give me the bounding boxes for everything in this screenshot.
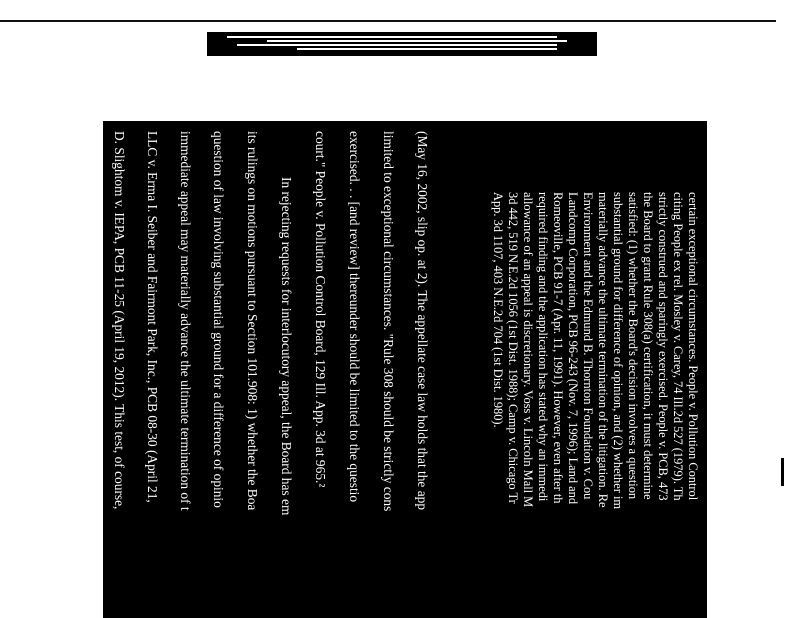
text-line: LLC v. Erma I. Seiber and Fairmont Park, Inc., PCB 08-30 (April 21,	[145, 131, 160, 503]
text-line: strictly construed and sparingly exercised. People v. PCB, 473	[656, 192, 670, 501]
text-line: immediate appeal may materially advance the ultimate termination of t	[178, 131, 193, 511]
text-line: citing People ex rel. Mosley v. Carey, 74 Ill.2d 527 (1979). Th	[671, 192, 685, 501]
text-line: In rejecting requests for interlocutory appeal, the Board has em	[279, 177, 294, 516]
text-line: 3d 442, 519 N.E.2d 1056 (1st Dist. 1988); Camp v. Chicago Tr	[506, 192, 520, 504]
text-line: certain exceptional circumstances. People v. Pollution Control	[686, 192, 700, 501]
rotated-text-block	[47, 121, 707, 618]
text-line: 308(a) requires.	[79, 131, 94, 216]
text-line: The Respondents cite cases that suggest an interlocutory appeal	[47, 177, 62, 518]
text-line: court." People v. Pollution Control Board, 129 Ill. App. 3d at 965.²	[313, 131, 328, 488]
text-line: its rulings on motions pursuant to Section 101.908: 1) whether the Boa	[245, 131, 260, 511]
text-line: required finding and the application has stated why an immedi	[536, 192, 550, 502]
text-line: Romeoville, PCB 91-7 (Apr. 11, 1991). However, even after th	[551, 192, 565, 504]
text-line: materially advance the ultimate termination of the litigation. Re	[596, 192, 610, 508]
text-line: exercised. . . [and review] thereunder should be limited to the questio	[347, 131, 362, 503]
text-line: the Board to grant Rule 308(a) certification, it must determine	[641, 192, 655, 500]
text-line: satisfied: (1) whether the Board's decision involves a question	[626, 192, 640, 500]
text-line: (May 16, 2002, slip op. at 2). The appellate case law holds that the app	[415, 131, 430, 511]
text-line: Landcomp Corporation, PCB 96-243 (Nov. 7, 1996); Land and	[566, 192, 580, 505]
text-line: limited to exceptional circumstances. "Rule 308 should be strictly cons	[381, 131, 396, 512]
margin-mark	[781, 458, 784, 486]
text-line: question of law involving substantial ground for a difference of opinio	[211, 131, 226, 508]
top-rule	[0, 20, 776, 22]
text-line: App. 3d 1107, 403 N.E.2d 704 (1st Dist. 1980).	[491, 192, 505, 428]
text-line: Environment and the Edmund B. Thornton Foundation v. Cou	[581, 192, 595, 500]
text-line: substantial ground for difference of opinion, and (2) whether im	[611, 192, 625, 510]
redacted-header-bar	[207, 32, 597, 56]
text-line: D. Slightom v. IEPA, PCB 11-25 (April 19, 2012). This test, of course,	[112, 131, 127, 510]
scanned-page	[47, 121, 707, 618]
text-line: allowance of an appeal is discretionary. Voss v. Lincoln Mall M	[521, 192, 535, 508]
